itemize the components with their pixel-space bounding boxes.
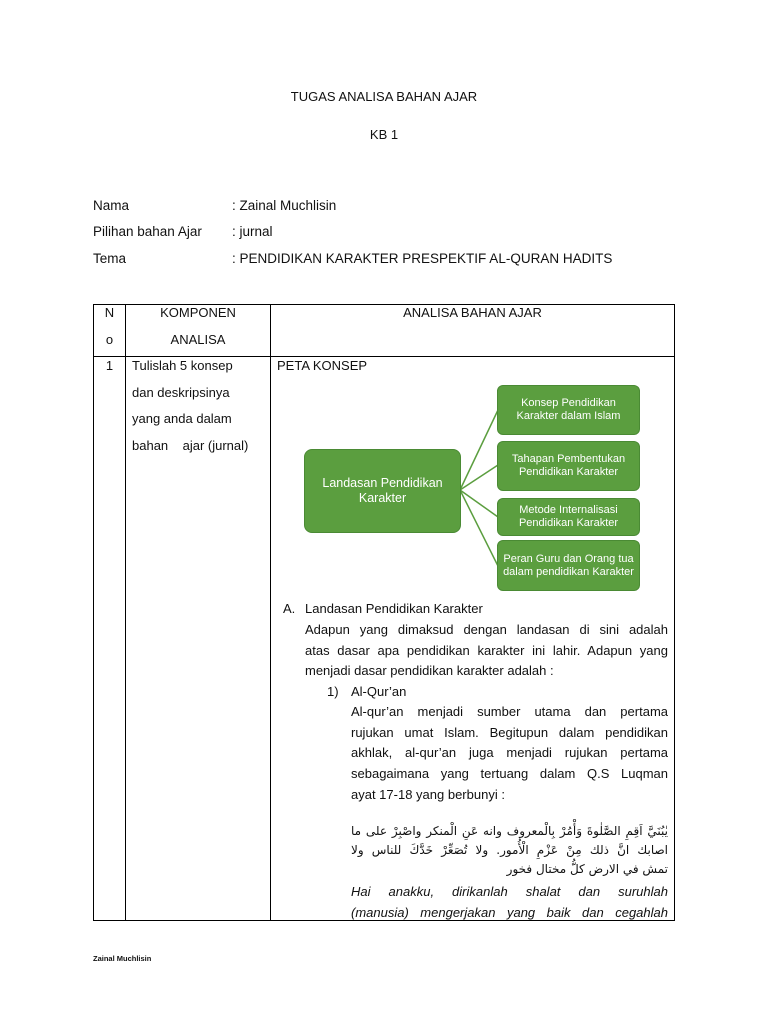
concept-branch-node: Peran Guru dan Orang tua dalam pendidikan Karakter (497, 540, 640, 591)
concept-branch-node: Metode Internalisasi Pendidikan Karakter (497, 498, 640, 536)
paragraph-line: menjadi dasar pendidikan karakter adalah : (305, 663, 554, 679)
section-marker: A. (283, 601, 296, 616)
document-title: TUGAS ANALISA BAHAN AJAR (290, 89, 478, 104)
header-komponen (126, 300, 270, 353)
meta-value: : Zainal Muchlisin (232, 198, 337, 213)
connector-line (460, 490, 498, 517)
header-analisa: ANALISA BAHAN AJAR (403, 305, 542, 320)
table-border-right (674, 304, 675, 921)
table-border-col2 (270, 304, 271, 921)
page-footer: Zainal Muchlisin (93, 954, 152, 963)
header-no-line2: o (105, 331, 114, 347)
header-no-line1: N (104, 305, 115, 320)
item-marker: 1) (327, 684, 339, 699)
arabic-line: يٰبُنَيَّ اَقِمِ الصَّلٰوةَ وَأْمُرْ بِالْمعروف وانه عَنِ الْمنكر واصْبِرْ على ما (351, 824, 668, 838)
item-paragraph (351, 702, 668, 806)
connector-line (460, 410, 498, 490)
concept-main-node: Landasan Pendidikan Karakter (304, 449, 461, 533)
concept-branch-node: Konsep Pendidikan Karakter dalam Islam (497, 385, 640, 435)
item-heading: Al-Qur’an (351, 684, 407, 699)
meta-label: Pilihan bahan Ajar (93, 224, 202, 239)
paragraph-line: sebagaimana yang tertuang dalam Q.S Luqman (351, 766, 668, 782)
meta-value: : PENDIDIKAN KARAKTER PRESPEKTIF AL-QURAN HADITS (232, 251, 613, 266)
header-no (94, 300, 125, 353)
section-paragraph (305, 620, 668, 682)
translation-line: Hai anakku, dirikanlah shalat dan suruhlah (351, 884, 668, 899)
arabic-line: اصابك انَّ ذلك مِنْ عَزْمِ الْأُمور. ولا تُصَعِّرْ خَدَّكَ للناس ولا (351, 843, 668, 857)
paragraph-line: Al-qur’an menjadi sumber utama dan pertama (351, 704, 668, 719)
komponen-cell (132, 353, 266, 459)
komponen-line: Tulislah 5 konsep (132, 358, 233, 373)
header-komponen-line2: ANALISA (170, 331, 226, 347)
connector-line (460, 465, 498, 490)
header-komponen-line1: KOMPONEN (160, 305, 236, 320)
arabic-verse (351, 822, 668, 879)
meta-value: : jurnal (232, 224, 273, 239)
row-number: 1 (105, 358, 114, 373)
table-border-col1 (125, 304, 126, 921)
arabic-line: تمش في الارض كلُّ مختال فخور (506, 862, 668, 876)
peta-konsep-title: PETA KONSEP (277, 358, 368, 373)
concept-branch-node: Tahapan Pembentukan Pendidikan Karakter (497, 441, 640, 491)
paragraph-line: Adapun yang dimaksud dengan landasan di sini adalah (305, 622, 668, 637)
komponen-line: yang anda dalam (132, 411, 232, 426)
komponen-line: dan deskripsinya (132, 384, 230, 400)
connector-line (460, 490, 498, 566)
translation-line: (manusia) mengerjakan yang baik dan cegahlah (351, 904, 668, 920)
paragraph-line: rujukan umat Islam. Begitupun dalam pendidikan (351, 724, 668, 740)
document-subtitle: KB 1 (369, 127, 399, 142)
table-border-left (93, 304, 94, 921)
meta-label: Tema (93, 251, 127, 266)
paragraph-line: ayat 17-18 yang berbunyi : (351, 786, 505, 802)
section-heading: Landasan Pendidikan Karakter (305, 601, 483, 616)
meta-label: Nama (93, 198, 130, 213)
paragraph-line: akhlak, al-qur’an juga menjadi rujukan pertama (351, 745, 668, 761)
komponen-line: bahan ajar (jurnal) (132, 437, 249, 453)
paragraph-line: atas dasar apa pendidikan karakter ini lahir. Adapun yang (305, 642, 668, 658)
translation-paragraph (351, 882, 668, 923)
